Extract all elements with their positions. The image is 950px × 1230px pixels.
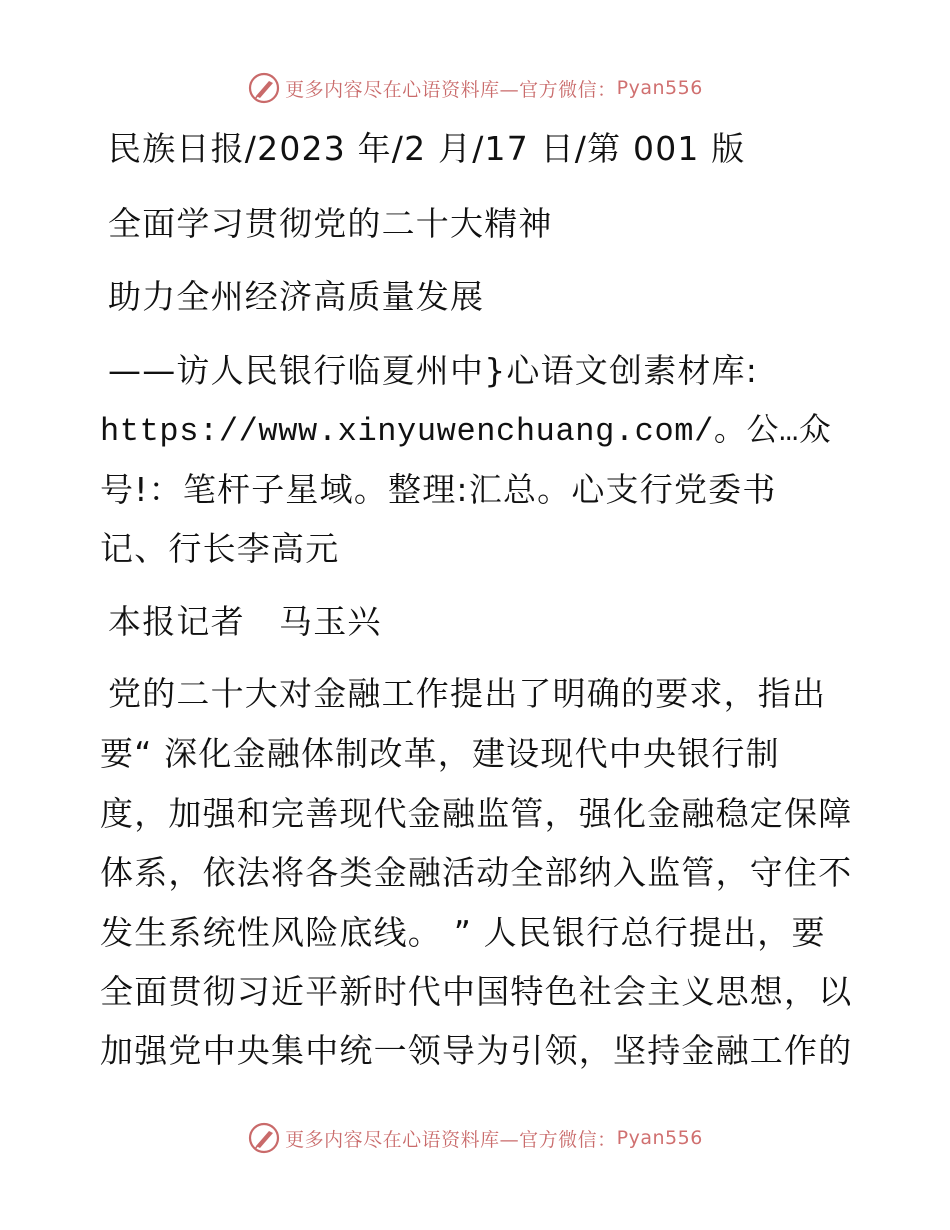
subtitle-line-1: ——访人民银行临夏州中}心语文创素材库: — [108, 350, 759, 390]
body-line-6: 全面贯彻习近平新时代中国特色社会主义思想，以 — [100, 971, 853, 1011]
body-line-1: 党的二十大对金融工作提出了明确的要求，指出 — [108, 673, 827, 713]
body-line-2: 要“ 深化金融体制改革，建设现代中央银行制 — [100, 733, 780, 773]
quill-logo-icon — [247, 1121, 281, 1155]
quill-logo-icon — [247, 71, 281, 105]
subtitle-line-2: https://www.xinyuwenchuang.com/。公…众 — [100, 413, 832, 450]
watermark-brand: Pyan556 — [616, 1127, 703, 1149]
body-line-3: 度，加强和完善现代金融监管，强化金融稳定保障 — [100, 793, 853, 833]
watermark-brand: Pyan556 — [616, 77, 703, 99]
header-watermark — [0, 68, 950, 108]
body-line-4: 体系，依法将各类金融活动全部纳入监管，守住不 — [100, 852, 853, 892]
body-line-7: 加强党中央集中统一领导为引领，坚持金融工作的 — [100, 1030, 853, 1070]
headline-line-2: 助力全州经济高质量发展 — [108, 276, 485, 316]
headline-line-1: 全面学习贯彻党的二十大精神 — [108, 203, 553, 243]
watermark-text: 更多内容尽在心语资料库—官方微信： — [285, 78, 617, 101]
byline: 本报记者 马玉兴 — [108, 601, 382, 641]
subtitle-line-4: 记、行长李高元 — [100, 528, 340, 568]
body-line-5: 发生系统性风险底线。 ” 人民银行总行提出，要 — [100, 912, 826, 952]
footer-watermark — [0, 1118, 950, 1158]
dateline: 民族日报/2023 年/2 月/17 日/第 001 版 — [108, 128, 746, 168]
subtitle-line-3: 号!：笔杆子星域。整理:汇总。心支行党委书 — [100, 469, 777, 509]
watermark-text: 更多内容尽在心语资料库—官方微信： — [285, 1128, 617, 1151]
